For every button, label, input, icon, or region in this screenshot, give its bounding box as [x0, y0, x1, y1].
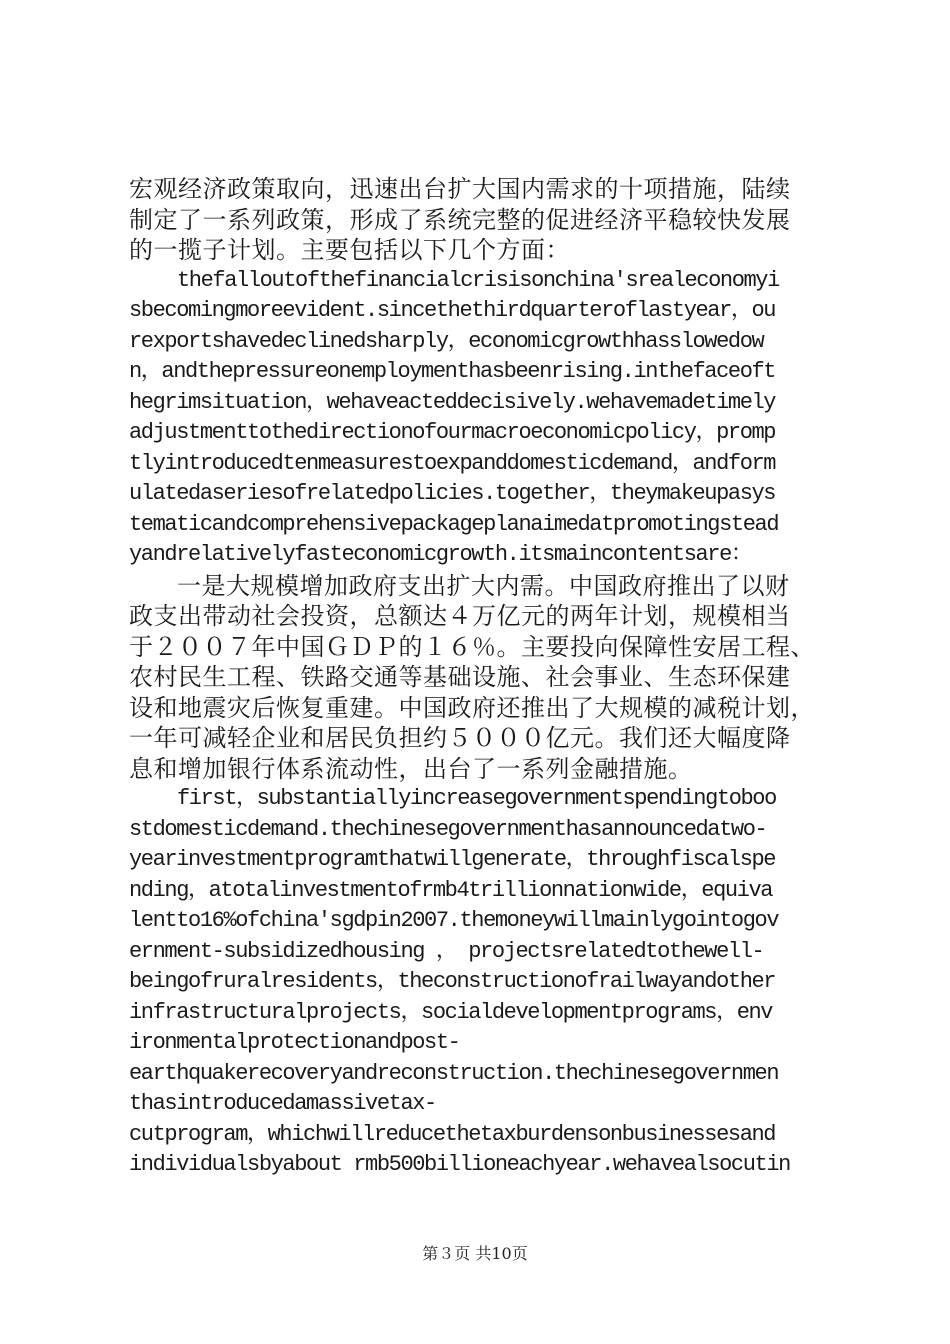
document-body [129, 174, 829, 1181]
text-line: 宏观经济政策取向，迅速出台扩大国内需求的十项措施，陆续 [129, 175, 791, 203]
text-line: individualsbyabout rmb500billioneachyear.wehavealsocutin [129, 1152, 790, 1177]
text-line: sbecomingmoreevident.sincethethirdquarteroflastyear，ou [129, 298, 776, 323]
text-line: thasintroducedamassivetax- [129, 1091, 436, 1116]
text-line: 一是大规模增加政府支出扩大内需。中国政府推出了以财 [177, 571, 790, 600]
text-line: tlyintroducedtenmeasurestoexpanddomesticdemand，andform [129, 450, 776, 476]
text-line: adjustmenttothedirectionofourmacroeconomicpolicy，promp [129, 420, 776, 445]
text-line: nding，atotalinvestmentofrmb4trillionnationwide，equiva [129, 877, 773, 903]
text-line: 制定了一系列政策，形成了系统完整的促进经济平稳较快发展 [129, 205, 791, 234]
text-line: 设和地震灾后恢复重建。中国政府还推出了大规模的减税计划， [129, 693, 815, 722]
page-footer: 第３页 共10页 [422, 1244, 528, 1263]
text-line: ernment-subsidizedhousing ， projectsrelatedtothewell- [129, 938, 764, 964]
text-line: infrastructuralprojects，socialdevelopmentprograms，env [129, 999, 773, 1025]
text-line: tematicandcomprehensivepackageplanaimedatpromotingstead [129, 511, 779, 537]
text-line: ulatedaseriesofrelatedpolicies.together，theymakeupasys [129, 481, 776, 506]
text-line: n，andthepressureonemploymenthasbeenrising.inthefaceoft [129, 359, 776, 384]
text-line: hegrimsituation，wehaveacteddecisively.wehavemadetimely [129, 389, 776, 415]
text-line: yandrelativelyfasteconomicgrowth.itsmaincontentsare： [129, 542, 752, 567]
text-line: first，substantiallyincreasegovernmentspendingtoboo [177, 786, 776, 811]
text-line: 于２００７年中国ＧＤＰ的１６％。主要投向保障性安居工程、 [129, 632, 815, 661]
text-line: earthquakerecoveryandreconstruction.thechinesegovernmen [129, 1060, 779, 1086]
text-line: yearinvestmentprogramthatwillgenerate，throughfiscalspe [129, 847, 776, 872]
text-line: 一年可减轻企业和居民负担约５０００亿元。我们还大幅度降 [129, 724, 791, 752]
text-line: stdomesticdemand.thechinesegovernmenthasannouncedatwo- [129, 816, 767, 842]
text-line: 的一揽子计划。主要包括以下几个方面： [129, 236, 570, 264]
text-line: lentto16%ofchina'sgdpin2007.themoneywillmainlygointogov [129, 908, 779, 933]
text-line: 农村民生工程、铁路交通等基础设施、社会事业、生态环保建 [129, 663, 791, 691]
text-line: cutprogram，whichwillreducethetaxburdensonbusinessesand [129, 1121, 776, 1147]
text-line: rexportshavedeclinedsharply，economicgrowthhasslowedow [129, 328, 764, 354]
text-line: thefalloutofthefinancialcrisisonchina'srealeconomyi [177, 267, 779, 293]
text-line: 息和增加银行体系流动性，出台了一系列金融措施。 [129, 754, 693, 783]
text-line: ironmentalprotectionandpost- [129, 1030, 460, 1055]
text-line: beingofruralresidents，theconstructionofrailwayandother [129, 969, 776, 994]
text-line: 政支出带动社会投资，总额达４万亿元的两年计划，规模相当 [129, 602, 791, 630]
